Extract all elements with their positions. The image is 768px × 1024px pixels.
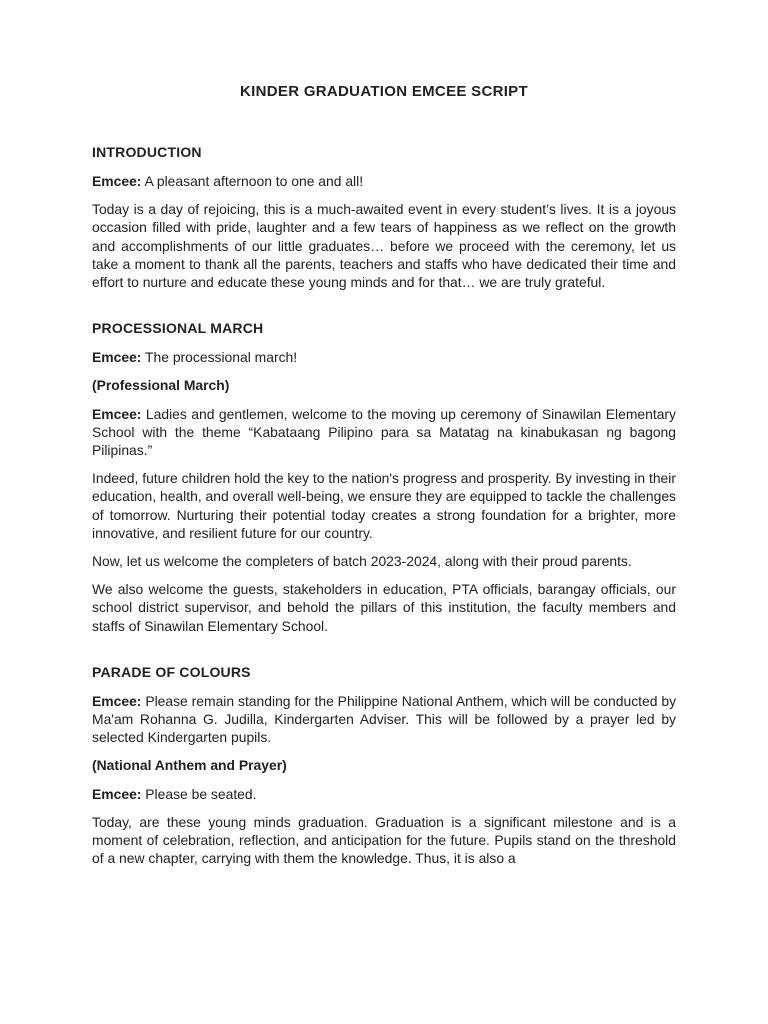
emcee-text: A pleasant afternoon to one and all! — [144, 173, 364, 189]
emcee-line — [92, 348, 676, 366]
emcee-line — [92, 172, 676, 190]
emcee-label: Emcee: — [92, 349, 142, 366]
emcee-label: Emcee: — [92, 173, 142, 189]
emcee-text: The processional march! — [145, 349, 298, 366]
emcee-text: Ladies and gentlemen, welcome to the moving up ceremony of Sinawilan Elementary School with the theme “Kabataang Pilipino para sa Matatag na kinabukasan ng bagong Pilipinas.” — [92, 405, 676, 459]
section-heading: INTRODUCTION — [92, 144, 202, 160]
section-heading: PARADE OF COLOURS — [92, 663, 251, 680]
section-processional-march — [92, 319, 676, 635]
emcee-label: Emcee: — [92, 405, 142, 422]
emcee-text: Please be seated. — [145, 785, 257, 802]
emcee-label: Emcee: — [92, 692, 142, 709]
section-parade-of-colours — [92, 663, 676, 868]
emcee-text: Please remain standing for the Philippine National Anthem, which will be conducted by Ma'am Rohanna G. Judilla, Kindergarten Adviser. This will be followed by a prayer led by selected Kindergarten pupils. — [92, 692, 677, 746]
section-introduction — [92, 143, 676, 291]
emcee-line — [92, 405, 676, 460]
paragraph: Now, let us welcome the completers of batch 2023-2024, along with their proud parents. — [92, 553, 632, 570]
stage-direction: (National Anthem and Prayer) — [92, 757, 287, 774]
emcee-line — [92, 785, 676, 803]
emcee-label: Emcee: — [92, 785, 142, 802]
document-title: KINDER GRADUATION EMCEE SCRIPT — [240, 83, 528, 100]
paragraph: Today is a day of rejoicing, this is a much-awaited event in every student’s lives. It is a joyous occasion filled with pride, laughter and a few tears of happiness as we reflect on the growth and accomplishments of our little graduates… before we proceed with the ceremony, let us take a moment to thank all the parents, teachers and staffs who have dedicated their time and effort to nurture and educate these young minds and for that… we are truly grateful. — [92, 201, 676, 291]
stage-direction: (Professional March) — [92, 377, 230, 394]
paragraph: Today, are these young minds graduation. Graduation is a significant milestone and is a moment of celebration, reflection, and anticipation for the future. Pupils stand on the threshold of a new chapter, carrying with them the knowledge. Thus, it is also a — [92, 813, 676, 867]
emcee-line — [92, 692, 676, 747]
paragraph: We also welcome the guests, stakeholders in education, PTA officials, barangay officials, our school district supervisor, and behold the pillars of this institution, the faculty members and staffs of Sinawilan Elementary School. — [92, 581, 676, 634]
section-heading: PROCESSIONAL MARCH — [92, 320, 264, 337]
paragraph: Indeed, future children hold the key to the nation's progress and prosperity. By investing in their education, health, and overall well-being, we ensure they are equipped to tackle the challenges of tomorrow. Nurturing their potential today creates a strong foundation for a brighter, more innovative, and resilient future for our country. — [92, 470, 676, 541]
